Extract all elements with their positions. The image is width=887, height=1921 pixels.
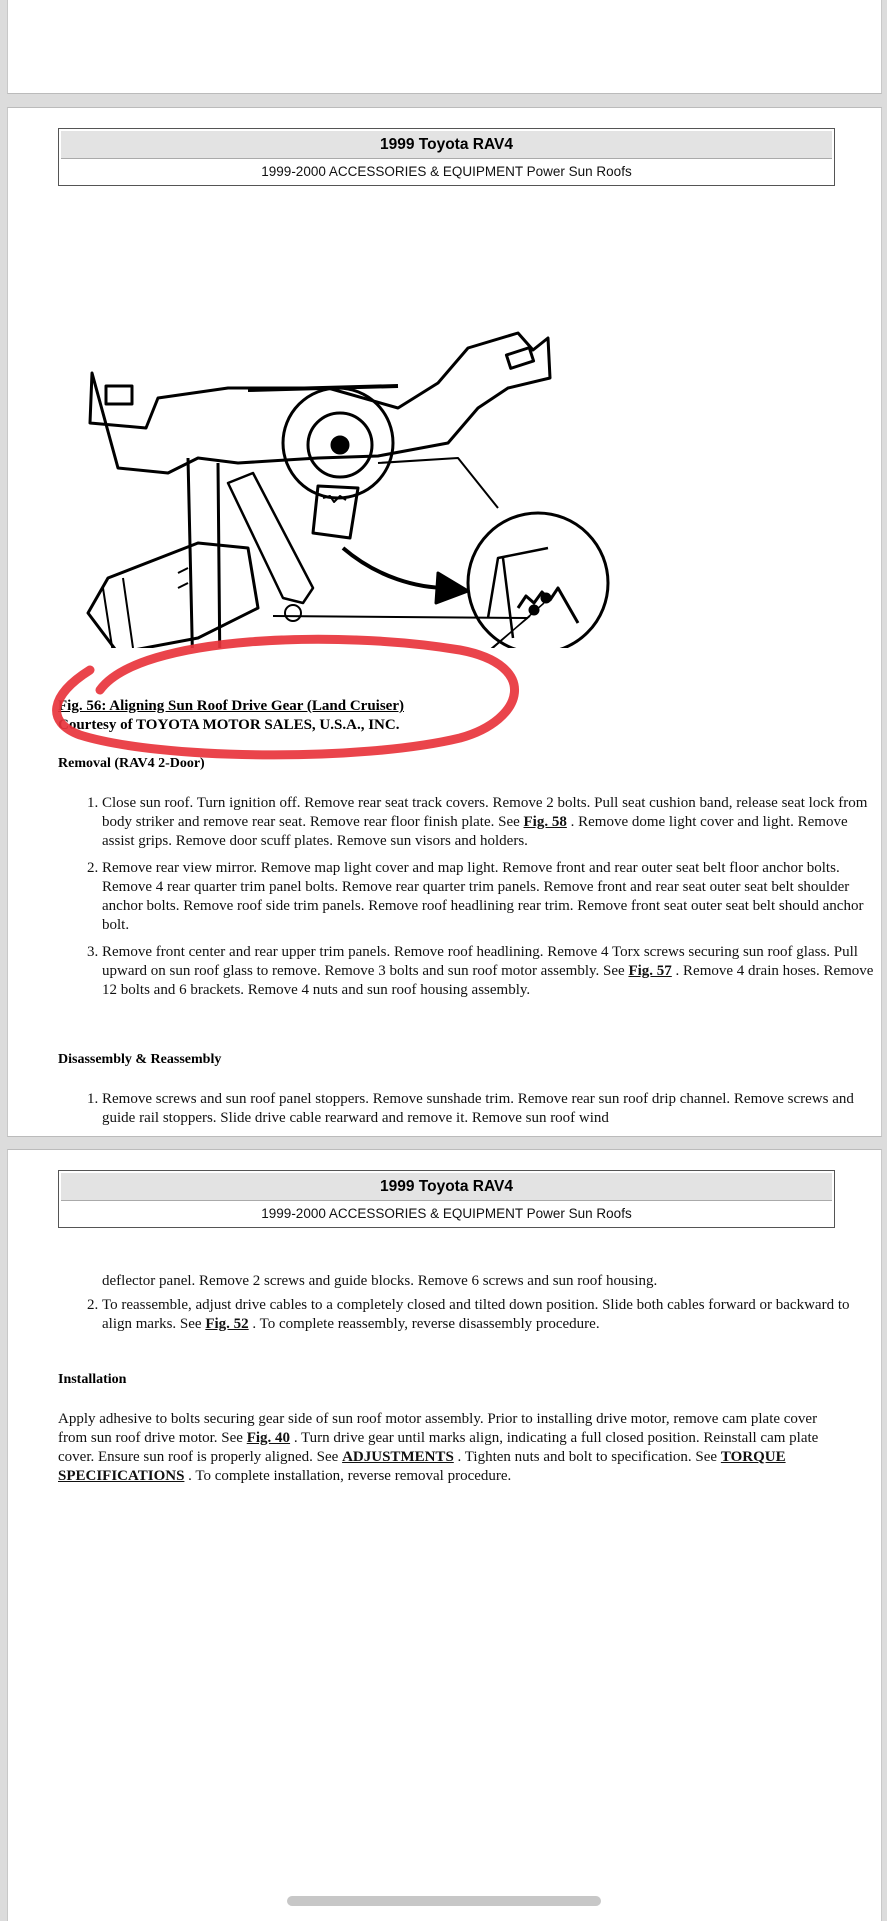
removal-steps <box>58 794 882 1008</box>
previous-page <box>7 0 882 94</box>
page-header <box>58 128 835 186</box>
linkage-pivot <box>285 605 301 621</box>
disassembly-step-1: 1. Remove screws and sun roof panel stoppers. Remove sunshade trim. Remove rear sun roof drip channel. Remove screws and guide rail stoppers. Slide drive cable rearward and remove it. Remove sun roof wind <box>102 1090 882 1128</box>
page-header-2 <box>58 1170 835 1228</box>
fig-57-link[interactable]: Fig. 57 <box>628 963 672 979</box>
disassembly-heading: Disassembly & Reassembly <box>58 1052 222 1067</box>
disassembly-step-1-continued: deflector panel. Remove 2 screws and guide blocks. Remove 6 screws and sun roof housing. <box>102 1273 658 1289</box>
zoom-arrow-shaft <box>343 548 448 588</box>
figure-diagram <box>78 258 658 648</box>
frame-detail <box>178 568 188 588</box>
adjustments-link[interactable]: ADJUSTMENTS <box>342 1449 454 1465</box>
rear-arm <box>378 458 498 508</box>
base-line <box>273 616 528 618</box>
motor-linkage <box>228 473 313 603</box>
installation-heading: Installation <box>58 1372 127 1387</box>
removal-heading: Removal (RAV4 2-Door) <box>58 756 205 771</box>
gear-hub <box>332 437 348 453</box>
bracket-slot-right <box>506 348 533 369</box>
detail-circle <box>468 513 608 648</box>
frame-member <box>188 458 220 648</box>
alignment-mark-2 <box>542 594 550 602</box>
disassembly-steps <box>58 1090 882 1136</box>
header-title-2: 1999 Toyota RAV4 <box>61 1173 832 1201</box>
document-page-2 <box>7 1149 882 1921</box>
torque-specifications-link[interactable]: TORQUE SPECIFICATIONS <box>58 1449 786 1484</box>
figure-caption <box>58 697 404 735</box>
caption-title: Fig. 56: Aligning Sun Roof Drive Gear (Land Cruiser) <box>58 698 404 714</box>
header-title: 1999 Toyota RAV4 <box>61 131 832 159</box>
home-indicator[interactable] <box>287 1896 601 1906</box>
fig-40-link[interactable]: Fig. 40 <box>246 1430 291 1446</box>
fig-52-link[interactable]: Fig. 52 <box>205 1316 249 1332</box>
bracket-slot-left <box>106 386 132 404</box>
removal-step-2: 2. Remove rear view mirror. Remove map light cover and map light. Remove front and rear outer seat belt floor anchor bolts. Remove 4 rear quarter trim panel bolts. Remove rear quarter trim panels. Remove front and rear seat outer seat belt shoulder anchor bolts. Remove roof side trim panels. Remove roof headlining rear trim. Remove front seat outer seat belt should anchor bolt. <box>102 859 882 935</box>
header-subtitle-2: 1999-2000 ACCESSORIES & EQUIPMENT Power Sun Roofs <box>261 1206 632 1221</box>
disassembly-step-2: 2. To reassemble, adjust drive cables to a completely closed and tilted down position. Slide both cables forward or backward to align marks. See Fig. 52 . To complete reassembly, reverse disassembly procedure. <box>102 1296 882 1334</box>
detail-bracket <box>488 548 548 638</box>
document-page-1 <box>7 107 882 1137</box>
installation-paragraph: Apply adhesive to bolts securing gear side of sun roof motor assembly. Prior to installing drive motor, remove cam plate cover from sun roof drive motor. See Fig. 40 . Turn drive gear until marks align, indicating a full closed position. Reinstall cam plate cover. Ensure sun roof is properly aligned. See ADJUSTMENTS . Tighten nuts and bolt to specification. See TORQUE SPECIFICATIONS . To complete installation, reverse removal procedure. <box>58 1411 819 1484</box>
removal-step-3: 3. Remove front center and rear upper trim panels. Remove roof headlining. Remove 4 Torx screws securing sun roof glass. Pull upward on sun roof glass to remove. Remove 3 bolts and sun roof motor assembly. See Fig. 57 . Remove 4 drain hoses. Remove 12 bolts and 6 brackets. Remove 4 nuts and sun roof housing assembly. <box>102 943 882 1000</box>
zoom-arrow-head <box>436 573 468 603</box>
removal-step-1: 1. Close sun roof. Turn ignition off. Remove rear seat track covers. Remove 2 bolts. Pull seat cushion band, release seat lock from body striker and remove rear seat. Remove rear floor finish plate. See Fig. 58 . Remove dome light cover and light. Remove assist grips. Remove door scuff plates. Remove sun visors and holders. <box>102 794 882 851</box>
motor-body <box>88 543 258 648</box>
fig-58-link[interactable]: Fig. 58 <box>523 814 567 830</box>
disassembly-steps-continued <box>58 1296 882 1342</box>
bracket-outline <box>90 333 550 473</box>
header-subtitle: 1999-2000 ACCESSORIES & EQUIPMENT Power Sun Roofs <box>261 164 632 179</box>
caption-courtesy: Courtesy of TOYOTA MOTOR SALES, U.S.A., INC. <box>58 717 400 733</box>
